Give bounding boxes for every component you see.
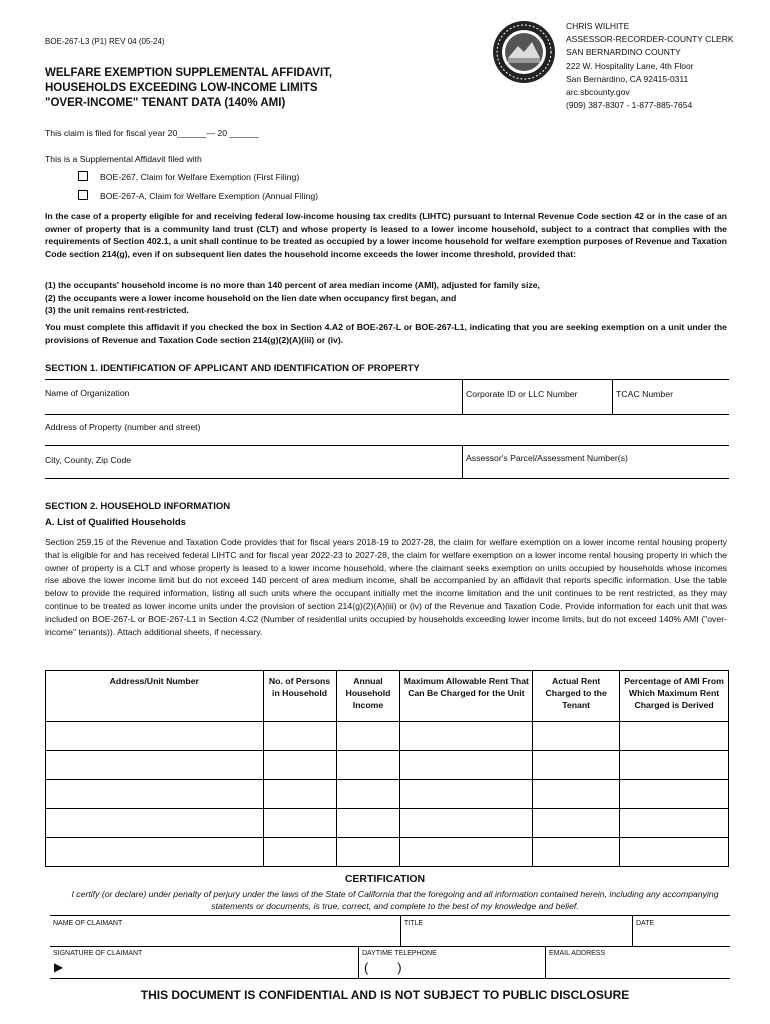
checkbox[interactable] — [78, 171, 88, 181]
divider — [45, 414, 729, 415]
supplemental-intro: This is a Supplemental Affidavit filed with — [45, 154, 202, 164]
table-cell[interactable] — [620, 809, 729, 838]
table-row — [46, 751, 729, 780]
field-city-county-zip[interactable]: City, County, Zip Code — [45, 455, 132, 465]
table-cell[interactable] — [46, 809, 264, 838]
field-daytime-telephone[interactable]: DAYTIME TELEPHONE — [362, 950, 437, 957]
table-cell[interactable] — [46, 751, 264, 780]
table-cell[interactable] — [533, 722, 620, 751]
intro-paragraph: In the case of a property eligible for and receiving federal low-income housing tax credits (LIHTC) pursuant to Internal Revenue Code section 42 or in the case of an owner of property that is a community land trust (CLT) and whose property is leased to a lower income household, subject to a contract that complies with the requirements of Section 402.1, a unit shall continue to be treated as occupied by a lower income household for welfare exemption purposes of Revenue and Taxation Code section 214(g), even if on subsequent lien dates the household income exceeds the lower income threshold, provided that: — [45, 211, 727, 259]
option-boe-267-a[interactable] — [78, 190, 318, 201]
table-cell[interactable] — [400, 809, 533, 838]
county-seal-icon — [492, 20, 556, 84]
field-email[interactable]: EMAIL ADDRESS — [549, 950, 606, 957]
option-boe-267[interactable] — [78, 171, 299, 182]
table-row — [46, 838, 729, 867]
signature-arrow-icon: ▶ — [54, 960, 64, 974]
field-claimant-name[interactable]: NAME OF CLAIMANT — [53, 920, 123, 927]
form-id: BOE-267-L3 (P1) REV 04 (05-24) — [45, 37, 165, 46]
col-address-unit: Address/Unit Number — [46, 671, 264, 722]
field-signature[interactable]: SIGNATURE OF CLAIMANT — [53, 950, 143, 957]
certification-title: CERTIFICATION — [344, 873, 426, 885]
condition-item: (2) the occupants were a lower income household on the lien date when occupancy first began, and — [45, 292, 457, 303]
section2-paragraph: Section 259.15 of the Revenue and Taxation Code provides that for fiscal years 2018-19 to 2027-28, the claim for welfare exemption on a lower income rental housing property that is eligible for and has received federal LIHTC and for fiscal year 2022-23 to 2027-28, the claim for welfare exemption on a lower income rental housing property in which the owner of property is a CLT and whose property is leased to a lower income household, where the claimant seeks exemption on units occupied by households whose incomes rise above the lower income limit but do not exceed 140 percent of area medium income, shall be accompanied by an affidavit that reports specific information. Use the table below to provide the required information, listing all such units where the occupant initially met the income limitation and the unit continues to be rent restricted, as they may continue to be treated as lower income units under the provision of section 214(g)(2)(A)(iii) or (iv) of the Revenue and Taxation Code. Provide information for each unit that was included on BOE-267-L or BOE-267-L1 in Section 4.C2 (Number of residential units occupied by households exceeding lower income limits, but do not exceed 140% AMI ("over-income" tenants)). Attach additional sheets, if necessary. — [45, 537, 727, 637]
field-parcel-number[interactable]: Assessor's Parcel/Assessment Number(s) — [466, 453, 628, 463]
assessor-office-info: CHRIS WILHITE ASSESSOR-RECORDER-COUNTY CLERK SAN BERNARDINO COUNTY 222 W. Hospitality Lane, 4th Floor San Bernardino, CA 92415-0311 arc.sbcounty.gov (909) 387-8307 - 1-877-885-7654 — [566, 21, 734, 111]
table-cell[interactable] — [533, 780, 620, 809]
table-cell[interactable] — [400, 780, 533, 809]
divider — [462, 446, 463, 478]
table-cell[interactable] — [533, 809, 620, 838]
divider — [632, 915, 633, 946]
table-cell[interactable] — [620, 722, 729, 751]
table-row — [46, 722, 729, 751]
field-corporate-id[interactable]: Corporate ID or LLC Number — [466, 389, 578, 399]
table-cell[interactable] — [263, 838, 336, 867]
divider — [50, 978, 730, 979]
divider — [358, 946, 359, 978]
divider — [462, 380, 463, 414]
table-cell[interactable] — [533, 751, 620, 780]
table-cell[interactable] — [400, 751, 533, 780]
col-actual-rent: Actual Rent Charged to the Tenant — [533, 671, 620, 722]
field-date[interactable]: DATE — [636, 920, 655, 927]
table-cell[interactable] — [336, 809, 400, 838]
field-title[interactable]: TITLE — [404, 920, 424, 927]
household-table — [45, 670, 729, 867]
option-label: BOE-267-A, Claim for Welfare Exemption (Annual Filing) — [100, 191, 319, 201]
conditions-list — [45, 279, 540, 317]
table-cell[interactable] — [336, 838, 400, 867]
col-persons: No. of Persons in Household — [263, 671, 336, 722]
table-cell[interactable] — [263, 780, 336, 809]
table-cell[interactable] — [263, 751, 336, 780]
divider — [400, 915, 401, 946]
col-percent-ami: Percentage of AMI From Which Maximum Rent Charged is Derived — [620, 671, 729, 722]
col-max-rent: Maximum Allowable Rent That Can Be Charged for the Unit — [400, 671, 533, 722]
table-row — [46, 809, 729, 838]
table-cell[interactable] — [336, 751, 400, 780]
form-title: WELFARE EXEMPTION SUPPLEMENTAL AFFIDAVIT, HOUSEHOLDS EXCEEDING LOW-INCOME LIMITS "OVER-INCOME" TENANT DATA (140% AMI) — [45, 67, 333, 109]
condition-item: (3) the unit remains rent-restricted. — [45, 305, 189, 316]
option-label: BOE-267, Claim for Welfare Exemption (First Filing) — [100, 172, 300, 182]
certification-text: I certify (or declare) under penalty of perjury under the laws of the State of California that the foregoing and all information contained herein, including any accompanying statements or documents, is true, correct, and complete to the best of my knowledge and belief. — [71, 889, 719, 911]
table-row — [46, 780, 729, 809]
table-cell[interactable] — [46, 838, 264, 867]
table-cell[interactable] — [620, 780, 729, 809]
table-cell[interactable] — [400, 722, 533, 751]
divider — [50, 915, 730, 916]
section2-subheading: A. List of Qualified Households — [45, 517, 186, 528]
table-cell[interactable] — [620, 751, 729, 780]
section2-heading: SECTION 2. HOUSEHOLD INFORMATION — [45, 501, 231, 512]
condition-item: (1) the occupants' household income is no more than 140 percent of area median income (AMI), adjusted for family size, — [45, 280, 540, 290]
divider — [545, 946, 546, 978]
table-cell[interactable] — [46, 722, 264, 751]
field-organization-name[interactable]: Name of Organization — [45, 388, 130, 398]
table-cell[interactable] — [620, 838, 729, 867]
field-property-address[interactable]: Address of Property (number and street) — [45, 422, 201, 432]
col-annual-income: Annual Household Income — [336, 671, 400, 722]
phone-input[interactable]: ( ) — [364, 960, 402, 975]
divider — [50, 946, 730, 947]
table-cell[interactable] — [336, 780, 400, 809]
table-cell[interactable] — [263, 809, 336, 838]
table-cell[interactable] — [400, 838, 533, 867]
table-cell[interactable] — [533, 838, 620, 867]
divider — [45, 445, 729, 446]
divider — [45, 478, 729, 479]
must-complete-note: You must complete this affidavit if you checked the box in Section 4.A2 of BOE-267-L or BOE-267-L1, indicating that you are seeking exemption on a unit under the provisions of Revenue and Taxation Code section 214(g)(2)(A)(iii) or (iv). — [45, 322, 727, 345]
table-cell[interactable] — [46, 780, 264, 809]
table-cell[interactable] — [263, 722, 336, 751]
divider — [45, 379, 729, 380]
field-tcac-number[interactable]: TCAC Number — [616, 389, 673, 399]
checkbox[interactable] — [78, 190, 88, 200]
fiscal-year-line[interactable]: This claim is filed for fiscal year 20______— 20 ______ — [45, 128, 259, 138]
section1-heading: SECTION 1. IDENTIFICATION OF APPLICANT AND IDENTIFICATION OF PROPERTY — [45, 363, 420, 374]
table-cell[interactable] — [336, 722, 400, 751]
table-header-row — [46, 671, 729, 722]
confidential-footer: THIS DOCUMENT IS CONFIDENTIAL AND IS NOT SUBJECT TO PUBLIC DISCLOSURE — [140, 988, 630, 1002]
divider — [612, 380, 613, 414]
